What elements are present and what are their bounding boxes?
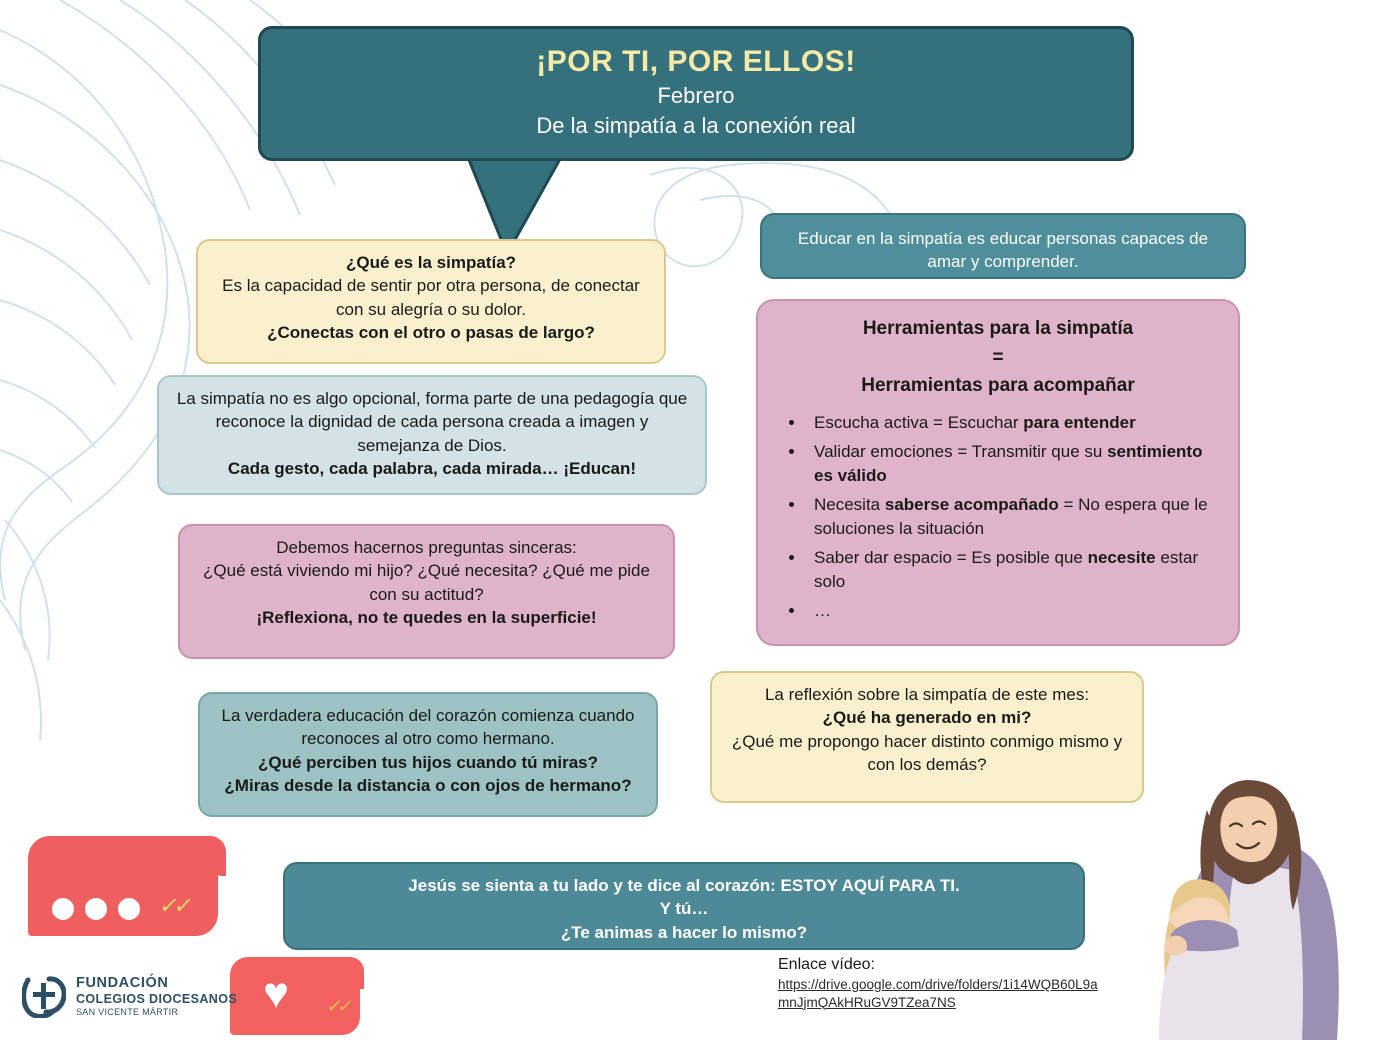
video-link-url[interactable]: https://drive.google.com/drive/folders/1i14WQB60L9amnJjmQAkHRuGV9TZea7NS — [778, 977, 1098, 1010]
card-herramientas — [756, 299, 1240, 646]
card-verdadera-q2: ¿Miras desde la distancia o con ojos de hermano? — [224, 776, 632, 796]
list-item: • Necesita saberse acompañado = No espera que le soluciones la situación — [806, 493, 1216, 541]
card-no-opcional-highlight: Cada gesto, cada palabra, cada mirada… ¡Educan! — [227, 459, 637, 479]
list-item: • Escucha activa = Escuchar para entender — [806, 411, 1216, 435]
card-verdadera-q1: ¿Qué perciben tus hijos cuando tú miras? — [257, 752, 599, 772]
card-educar-en-la-simpatia — [760, 213, 1246, 279]
video-link-block — [778, 956, 1098, 1011]
card-simpatia-no-opcional — [157, 375, 707, 495]
list-item: • Saber dar espacio = Es posible que necesite estar solo — [806, 546, 1216, 594]
card-jesus-line1: Jesús se sienta a tu lado y te dice al corazón: ESTOY AQUÍ PARA TI. — [408, 876, 960, 895]
logo-cross-icon — [22, 974, 66, 1018]
header-banner — [258, 26, 1134, 161]
double-check-icon: ✓✓ — [157, 893, 192, 918]
logo-line-2: COLEGIOS DIOCESANOS — [76, 991, 238, 1006]
card-preguntas-sinceras — [178, 524, 675, 659]
card-que-es-heading: ¿Qué es la simpatía? — [345, 253, 517, 272]
card-que-es-body: Es la capacidad de sentir por otra persona, de conectar con su alegría o su dolor. — [222, 276, 640, 319]
card-no-opcional-body: La simpatía no es algo opcional, forma parte de una pedagogía que reconoce la dignidad de cada persona creada a imagen y semejanza de Dios. — [176, 389, 688, 455]
card-jesus-line2: Y tú… — [659, 899, 709, 919]
page-title: ¡POR TI, POR ELLOS! — [536, 45, 856, 78]
logo-line-3: SAN VICENTE MÁRTIR — [76, 1006, 179, 1017]
herramientas-equals: = — [992, 346, 1004, 368]
video-link-label: Enlace vídeo: — [778, 956, 875, 973]
foundation-logo — [22, 968, 252, 1024]
card-preguntas-highlight: ¡Reflexiona, no te quedes en la superficie! — [256, 608, 597, 628]
list-item: • … — [806, 599, 1216, 623]
card-preguntas-line1: Debemos hacernos preguntas sinceras: — [276, 538, 577, 557]
heart-icon: ♥ — [263, 969, 290, 1018]
card-que-es-la-simpatia — [196, 239, 666, 364]
header-subtitle: De la simpatía a la conexión real — [536, 113, 856, 139]
double-check-icon-2: ✓✓ — [324, 996, 352, 1016]
card-que-es-question: ¿Conectas con el otro o pasas de largo? — [267, 323, 595, 343]
card-verdadera-educacion — [198, 692, 658, 817]
card-reflexion-q2: ¿Qué me propongo hacer distinto conmigo mismo y con los demás? — [731, 731, 1123, 775]
header-month: Febrero — [657, 82, 735, 108]
card-jesus — [283, 862, 1085, 950]
list-item: • Validar emociones = Transmitir que su sentimiento es válido — [806, 440, 1216, 488]
card-educar-text: Educar en la simpatía es educar personas capaces de amar y comprender. — [797, 229, 1209, 272]
logo-line-1: FUNDACIÓN — [76, 974, 169, 991]
card-reflexion-q1: ¿Qué ha generado en mi? — [822, 708, 1032, 728]
card-reflexion-del-mes — [710, 671, 1144, 803]
illustration-jesus-hug — [1087, 740, 1387, 1040]
card-verdadera-line1: La verdadera educación del corazón comienza cuando reconoces al otro como hermano. — [221, 706, 635, 749]
card-preguntas-line2: ¿Qué está viviendo mi hijo? ¿Qué necesita? ¿Qué me pide con su actitud? — [203, 561, 650, 604]
chat-bubble-typing — [28, 836, 218, 936]
typing-dots-icon — [52, 898, 140, 920]
herramientas-list — [780, 411, 1216, 624]
herramientas-title-2: Herramientas para acompañar — [861, 375, 1135, 396]
card-reflexion-line1: La reflexión sobre la simpatía de este mes: — [764, 685, 1090, 704]
card-jesus-line3: ¿Te animas a hacer lo mismo? — [560, 922, 808, 942]
herramientas-title: Herramientas para la simpatía — [862, 318, 1134, 339]
